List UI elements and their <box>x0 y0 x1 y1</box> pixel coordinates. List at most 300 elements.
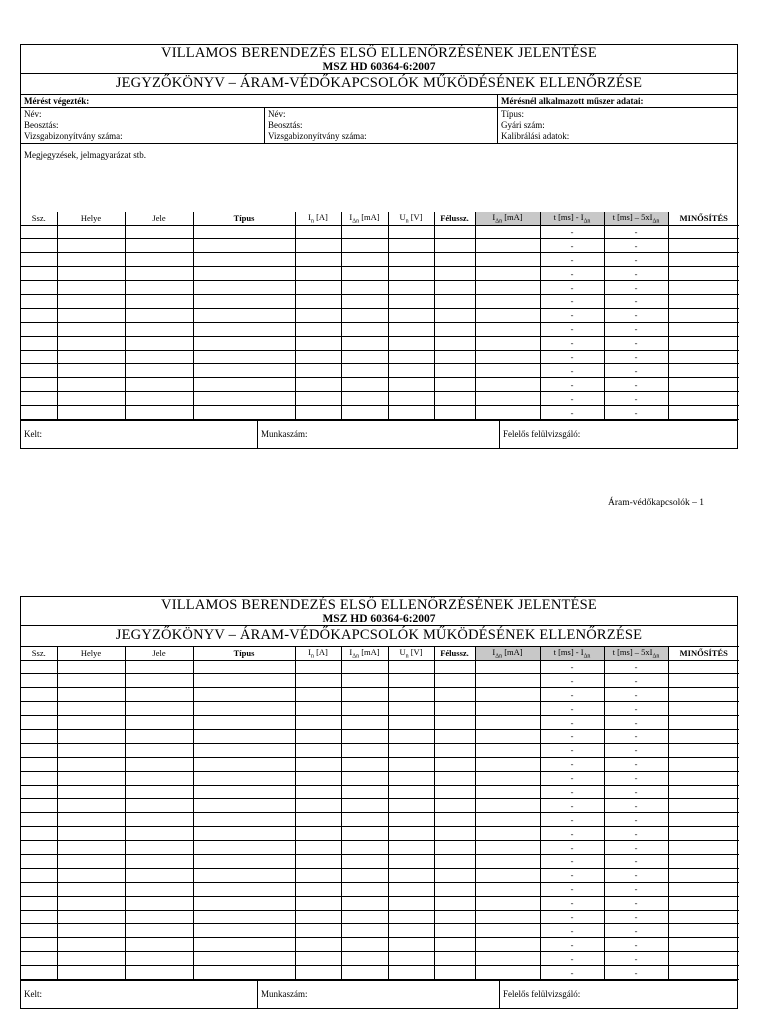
table-cell[interactable] <box>341 267 388 281</box>
table-cell[interactable] <box>193 688 295 702</box>
table-cell[interactable] <box>434 743 475 757</box>
table-cell[interactable] <box>475 281 540 295</box>
table-cell[interactable] <box>434 966 475 980</box>
table-cell[interactable]: - <box>540 294 604 308</box>
table-cell[interactable] <box>193 406 295 420</box>
table-cell[interactable] <box>193 841 295 855</box>
table-cell[interactable] <box>125 743 193 757</box>
table-cell[interactable] <box>434 294 475 308</box>
table-cell[interactable] <box>388 743 434 757</box>
table-cell[interactable] <box>388 771 434 785</box>
table-cell[interactable] <box>57 281 125 295</box>
table-cell[interactable]: - <box>540 966 604 980</box>
table-cell[interactable] <box>475 364 540 378</box>
table-cell[interactable] <box>475 253 540 267</box>
table-cell[interactable] <box>475 771 540 785</box>
table-cell[interactable] <box>193 938 295 952</box>
table-cell[interactable] <box>295 952 341 966</box>
table-cell[interactable] <box>125 854 193 868</box>
table-cell[interactable] <box>125 938 193 952</box>
table-cell[interactable] <box>388 322 434 336</box>
table-cell[interactable]: - <box>604 966 668 980</box>
table-cell[interactable] <box>21 729 57 743</box>
table-cell[interactable] <box>388 674 434 688</box>
table-cell[interactable] <box>434 688 475 702</box>
table-cell[interactable] <box>21 308 57 322</box>
table-cell[interactable]: - <box>604 882 668 896</box>
table-cell[interactable] <box>475 378 540 392</box>
table-cell[interactable] <box>475 716 540 730</box>
table-cell[interactable] <box>668 952 739 966</box>
table-cell[interactable] <box>21 813 57 827</box>
table-cell[interactable] <box>388 938 434 952</box>
table-cell[interactable] <box>434 674 475 688</box>
table-cell[interactable] <box>475 785 540 799</box>
table-cell[interactable] <box>341 336 388 350</box>
table-cell[interactable] <box>668 364 739 378</box>
table-cell[interactable] <box>434 799 475 813</box>
table-cell[interactable]: - <box>604 868 668 882</box>
table-cell[interactable] <box>434 952 475 966</box>
table-cell[interactable] <box>668 743 739 757</box>
table-cell[interactable]: - <box>604 841 668 855</box>
table-cell[interactable] <box>668 910 739 924</box>
table-cell[interactable] <box>21 854 57 868</box>
table-cell[interactable] <box>295 702 341 716</box>
table-cell[interactable]: - <box>540 827 604 841</box>
table-cell[interactable] <box>388 702 434 716</box>
table-cell[interactable] <box>295 406 341 420</box>
table-cell[interactable] <box>341 308 388 322</box>
table-cell[interactable] <box>295 868 341 882</box>
table-cell[interactable] <box>21 406 57 420</box>
table-cell[interactable]: - <box>540 702 604 716</box>
table-cell[interactable] <box>295 910 341 924</box>
table-cell[interactable]: - <box>540 785 604 799</box>
table-cell[interactable] <box>57 868 125 882</box>
table-cell[interactable] <box>193 854 295 868</box>
table-cell[interactable] <box>434 322 475 336</box>
table-cell[interactable] <box>668 757 739 771</box>
table-cell[interactable] <box>388 239 434 253</box>
table-cell[interactable]: - <box>540 674 604 688</box>
table-cell[interactable]: - <box>604 924 668 938</box>
table-cell[interactable] <box>668 827 739 841</box>
table-cell[interactable] <box>434 910 475 924</box>
table-cell[interactable] <box>21 966 57 980</box>
table-cell[interactable] <box>668 267 739 281</box>
table-cell[interactable] <box>668 771 739 785</box>
table-cell[interactable] <box>475 966 540 980</box>
table-cell[interactable]: - <box>604 674 668 688</box>
table-cell[interactable] <box>295 253 341 267</box>
table-cell[interactable] <box>388 952 434 966</box>
table-cell[interactable] <box>57 406 125 420</box>
table-cell[interactable] <box>125 771 193 785</box>
table-cell[interactable]: - <box>540 308 604 322</box>
table-cell[interactable]: - <box>604 743 668 757</box>
table-cell[interactable] <box>341 322 388 336</box>
table-cell[interactable]: - <box>604 364 668 378</box>
table-cell[interactable] <box>341 841 388 855</box>
table-cell[interactable] <box>125 253 193 267</box>
table-cell[interactable] <box>388 896 434 910</box>
table-cell[interactable] <box>193 281 295 295</box>
table-cell[interactable] <box>388 294 434 308</box>
table-cell[interactable] <box>341 743 388 757</box>
table-cell[interactable] <box>125 350 193 364</box>
table-cell[interactable] <box>388 868 434 882</box>
table-cell[interactable]: - <box>604 406 668 420</box>
table-cell[interactable] <box>57 702 125 716</box>
table-cell[interactable] <box>434 896 475 910</box>
table-cell[interactable]: - <box>604 716 668 730</box>
table-cell[interactable]: - <box>604 729 668 743</box>
table-cell[interactable] <box>193 253 295 267</box>
table-cell[interactable] <box>193 322 295 336</box>
table-cell[interactable] <box>341 910 388 924</box>
table-cell[interactable] <box>434 350 475 364</box>
table-cell[interactable] <box>125 364 193 378</box>
table-cell[interactable]: - <box>540 350 604 364</box>
table-cell[interactable] <box>668 674 739 688</box>
table-cell[interactable] <box>125 966 193 980</box>
table-cell[interactable] <box>475 757 540 771</box>
table-cell[interactable] <box>434 882 475 896</box>
table-cell[interactable]: - <box>540 952 604 966</box>
table-cell[interactable] <box>57 716 125 730</box>
table-cell[interactable] <box>21 281 57 295</box>
table-cell[interactable] <box>125 239 193 253</box>
table-cell[interactable] <box>475 308 540 322</box>
table-cell[interactable] <box>341 854 388 868</box>
table-cell[interactable] <box>668 966 739 980</box>
table-cell[interactable] <box>341 660 388 674</box>
table-cell[interactable] <box>21 322 57 336</box>
table-cell[interactable] <box>295 322 341 336</box>
table-cell[interactable] <box>388 267 434 281</box>
table-cell[interactable] <box>668 716 739 730</box>
table-cell[interactable] <box>475 350 540 364</box>
table-cell[interactable] <box>434 364 475 378</box>
table-cell[interactable] <box>434 225 475 239</box>
table-cell[interactable] <box>295 854 341 868</box>
table-cell[interactable] <box>21 938 57 952</box>
table-cell[interactable]: - <box>604 378 668 392</box>
table-cell[interactable] <box>21 924 57 938</box>
table-cell[interactable] <box>341 364 388 378</box>
table-cell[interactable] <box>21 674 57 688</box>
table-cell[interactable] <box>57 660 125 674</box>
table-cell[interactable] <box>125 757 193 771</box>
table-cell[interactable] <box>193 896 295 910</box>
table-cell[interactable]: - <box>540 364 604 378</box>
table-cell[interactable] <box>475 827 540 841</box>
table-cell[interactable] <box>668 785 739 799</box>
table-cell[interactable] <box>388 688 434 702</box>
table-cell[interactable]: - <box>604 688 668 702</box>
table-cell[interactable] <box>668 308 739 322</box>
table-cell[interactable]: - <box>540 392 604 406</box>
table-cell[interactable]: - <box>604 799 668 813</box>
table-cell[interactable]: - <box>540 910 604 924</box>
table-cell[interactable] <box>388 841 434 855</box>
table-cell[interactable]: - <box>604 827 668 841</box>
table-cell[interactable] <box>21 702 57 716</box>
table-cell[interactable] <box>388 406 434 420</box>
table-cell[interactable] <box>475 674 540 688</box>
table-cell[interactable] <box>475 392 540 406</box>
table-cell[interactable] <box>295 392 341 406</box>
table-cell[interactable] <box>57 688 125 702</box>
table-cell[interactable]: - <box>604 938 668 952</box>
table-cell[interactable] <box>434 938 475 952</box>
table-cell[interactable] <box>125 827 193 841</box>
table-cell[interactable] <box>475 854 540 868</box>
table-cell[interactable] <box>295 716 341 730</box>
table-cell[interactable] <box>341 924 388 938</box>
table-cell[interactable] <box>475 702 540 716</box>
table-cell[interactable] <box>341 938 388 952</box>
table-cell[interactable] <box>434 827 475 841</box>
table-cell[interactable] <box>21 910 57 924</box>
table-cell[interactable]: - <box>604 281 668 295</box>
table-cell[interactable] <box>475 952 540 966</box>
table-cell[interactable] <box>295 827 341 841</box>
table-cell[interactable]: - <box>540 660 604 674</box>
table-cell[interactable] <box>475 322 540 336</box>
table-cell[interactable] <box>193 799 295 813</box>
table-cell[interactable] <box>193 660 295 674</box>
table-cell[interactable] <box>57 882 125 896</box>
table-cell[interactable] <box>193 743 295 757</box>
table-cell[interactable] <box>341 406 388 420</box>
table-cell[interactable] <box>193 702 295 716</box>
table-cell[interactable]: - <box>604 253 668 267</box>
table-cell[interactable] <box>434 253 475 267</box>
table-cell[interactable] <box>193 924 295 938</box>
table-cell[interactable] <box>57 674 125 688</box>
table-cell[interactable] <box>193 392 295 406</box>
table-cell[interactable] <box>21 716 57 730</box>
table-cell[interactable] <box>434 392 475 406</box>
table-cell[interactable] <box>21 785 57 799</box>
table-cell[interactable] <box>341 966 388 980</box>
table-cell[interactable] <box>57 966 125 980</box>
table-cell[interactable] <box>125 378 193 392</box>
table-cell[interactable] <box>193 771 295 785</box>
table-cell[interactable] <box>668 378 739 392</box>
table-cell[interactable] <box>388 378 434 392</box>
table-cell[interactable]: - <box>540 924 604 938</box>
table-cell[interactable] <box>388 225 434 239</box>
table-cell[interactable]: - <box>604 910 668 924</box>
table-cell[interactable] <box>21 799 57 813</box>
table-cell[interactable] <box>57 924 125 938</box>
table-cell[interactable] <box>668 841 739 855</box>
table-cell[interactable]: - <box>540 882 604 896</box>
table-cell[interactable] <box>21 350 57 364</box>
table-cell[interactable] <box>434 239 475 253</box>
table-cell[interactable] <box>475 743 540 757</box>
table-cell[interactable] <box>434 716 475 730</box>
table-cell[interactable] <box>57 813 125 827</box>
table-cell[interactable] <box>57 294 125 308</box>
table-cell[interactable] <box>668 882 739 896</box>
table-cell[interactable] <box>341 896 388 910</box>
table-cell[interactable] <box>57 239 125 253</box>
table-cell[interactable] <box>125 267 193 281</box>
table-cell[interactable] <box>341 294 388 308</box>
table-cell[interactable] <box>21 660 57 674</box>
table-cell[interactable] <box>668 294 739 308</box>
table-cell[interactable] <box>341 253 388 267</box>
table-cell[interactable] <box>193 716 295 730</box>
table-cell[interactable]: - <box>604 854 668 868</box>
table-cell[interactable] <box>125 716 193 730</box>
table-cell[interactable] <box>388 364 434 378</box>
table-cell[interactable] <box>21 841 57 855</box>
table-cell[interactable] <box>475 660 540 674</box>
table-cell[interactable] <box>21 392 57 406</box>
table-cell[interactable] <box>668 813 739 827</box>
table-cell[interactable] <box>434 771 475 785</box>
table-cell[interactable] <box>388 729 434 743</box>
table-cell[interactable] <box>434 785 475 799</box>
table-cell[interactable] <box>341 281 388 295</box>
table-cell[interactable] <box>21 688 57 702</box>
table-cell[interactable] <box>193 910 295 924</box>
table-cell[interactable]: - <box>604 322 668 336</box>
table-cell[interactable]: - <box>604 702 668 716</box>
table-cell[interactable] <box>434 702 475 716</box>
table-cell[interactable] <box>388 392 434 406</box>
table-cell[interactable]: - <box>604 785 668 799</box>
table-cell[interactable] <box>125 322 193 336</box>
table-cell[interactable] <box>434 813 475 827</box>
table-cell[interactable] <box>434 854 475 868</box>
table-cell[interactable] <box>295 378 341 392</box>
table-cell[interactable] <box>125 281 193 295</box>
table-cell[interactable] <box>668 392 739 406</box>
table-cell[interactable] <box>295 294 341 308</box>
table-cell[interactable] <box>434 281 475 295</box>
table-cell[interactable] <box>668 896 739 910</box>
table-cell[interactable] <box>193 757 295 771</box>
table-cell[interactable]: - <box>604 350 668 364</box>
table-cell[interactable] <box>341 882 388 896</box>
table-cell[interactable] <box>193 308 295 322</box>
table-cell[interactable] <box>475 910 540 924</box>
table-cell[interactable] <box>341 771 388 785</box>
table-cell[interactable] <box>295 239 341 253</box>
table-cell[interactable] <box>388 910 434 924</box>
table-cell[interactable] <box>295 785 341 799</box>
table-cell[interactable]: - <box>540 868 604 882</box>
table-cell[interactable]: - <box>540 239 604 253</box>
table-cell[interactable] <box>668 854 739 868</box>
table-cell[interactable] <box>434 267 475 281</box>
table-cell[interactable] <box>57 308 125 322</box>
table-cell[interactable] <box>21 378 57 392</box>
table-cell[interactable] <box>193 952 295 966</box>
table-cell[interactable]: - <box>604 239 668 253</box>
table-cell[interactable]: - <box>540 225 604 239</box>
table-cell[interactable] <box>125 688 193 702</box>
table-cell[interactable] <box>193 868 295 882</box>
table-cell[interactable]: - <box>540 253 604 267</box>
table-cell[interactable] <box>341 702 388 716</box>
table-cell[interactable]: - <box>540 322 604 336</box>
table-cell[interactable] <box>125 660 193 674</box>
table-cell[interactable] <box>125 882 193 896</box>
table-cell[interactable] <box>57 253 125 267</box>
table-cell[interactable]: - <box>604 757 668 771</box>
table-cell[interactable] <box>193 674 295 688</box>
table-cell[interactable] <box>295 364 341 378</box>
table-cell[interactable] <box>295 674 341 688</box>
table-cell[interactable] <box>341 785 388 799</box>
table-cell[interactable] <box>57 364 125 378</box>
table-cell[interactable] <box>193 364 295 378</box>
table-cell[interactable] <box>668 729 739 743</box>
table-cell[interactable] <box>475 841 540 855</box>
table-cell[interactable] <box>295 882 341 896</box>
table-cell[interactable] <box>295 841 341 855</box>
table-cell[interactable] <box>475 896 540 910</box>
table-cell[interactable]: - <box>604 267 668 281</box>
table-cell[interactable]: - <box>540 716 604 730</box>
table-cell[interactable] <box>388 854 434 868</box>
table-cell[interactable]: - <box>540 281 604 295</box>
table-cell[interactable] <box>125 952 193 966</box>
table-cell[interactable] <box>475 799 540 813</box>
table-cell[interactable] <box>668 660 739 674</box>
table-cell[interactable] <box>193 225 295 239</box>
table-cell[interactable] <box>668 702 739 716</box>
table-cell[interactable] <box>57 799 125 813</box>
table-cell[interactable]: - <box>604 813 668 827</box>
table-cell[interactable] <box>125 841 193 855</box>
table-cell[interactable] <box>475 938 540 952</box>
table-cell[interactable] <box>341 952 388 966</box>
table-cell[interactable] <box>475 267 540 281</box>
table-cell[interactable] <box>57 392 125 406</box>
table-cell[interactable]: - <box>540 841 604 855</box>
table-cell[interactable] <box>475 225 540 239</box>
table-cell[interactable] <box>341 868 388 882</box>
table-cell[interactable] <box>341 799 388 813</box>
table-cell[interactable] <box>295 743 341 757</box>
table-cell[interactable]: - <box>604 896 668 910</box>
table-cell[interactable] <box>295 813 341 827</box>
table-cell[interactable]: - <box>604 771 668 785</box>
table-cell[interactable]: - <box>540 729 604 743</box>
table-cell[interactable] <box>57 322 125 336</box>
table-cell[interactable] <box>388 716 434 730</box>
table-cell[interactable] <box>125 225 193 239</box>
table-cell[interactable] <box>668 924 739 938</box>
table-cell[interactable]: - <box>540 743 604 757</box>
table-cell[interactable] <box>388 336 434 350</box>
table-cell[interactable] <box>295 896 341 910</box>
table-cell[interactable] <box>341 729 388 743</box>
table-cell[interactable] <box>434 757 475 771</box>
table-cell[interactable] <box>125 813 193 827</box>
table-cell[interactable] <box>434 868 475 882</box>
table-cell[interactable] <box>341 225 388 239</box>
table-cell[interactable] <box>21 294 57 308</box>
